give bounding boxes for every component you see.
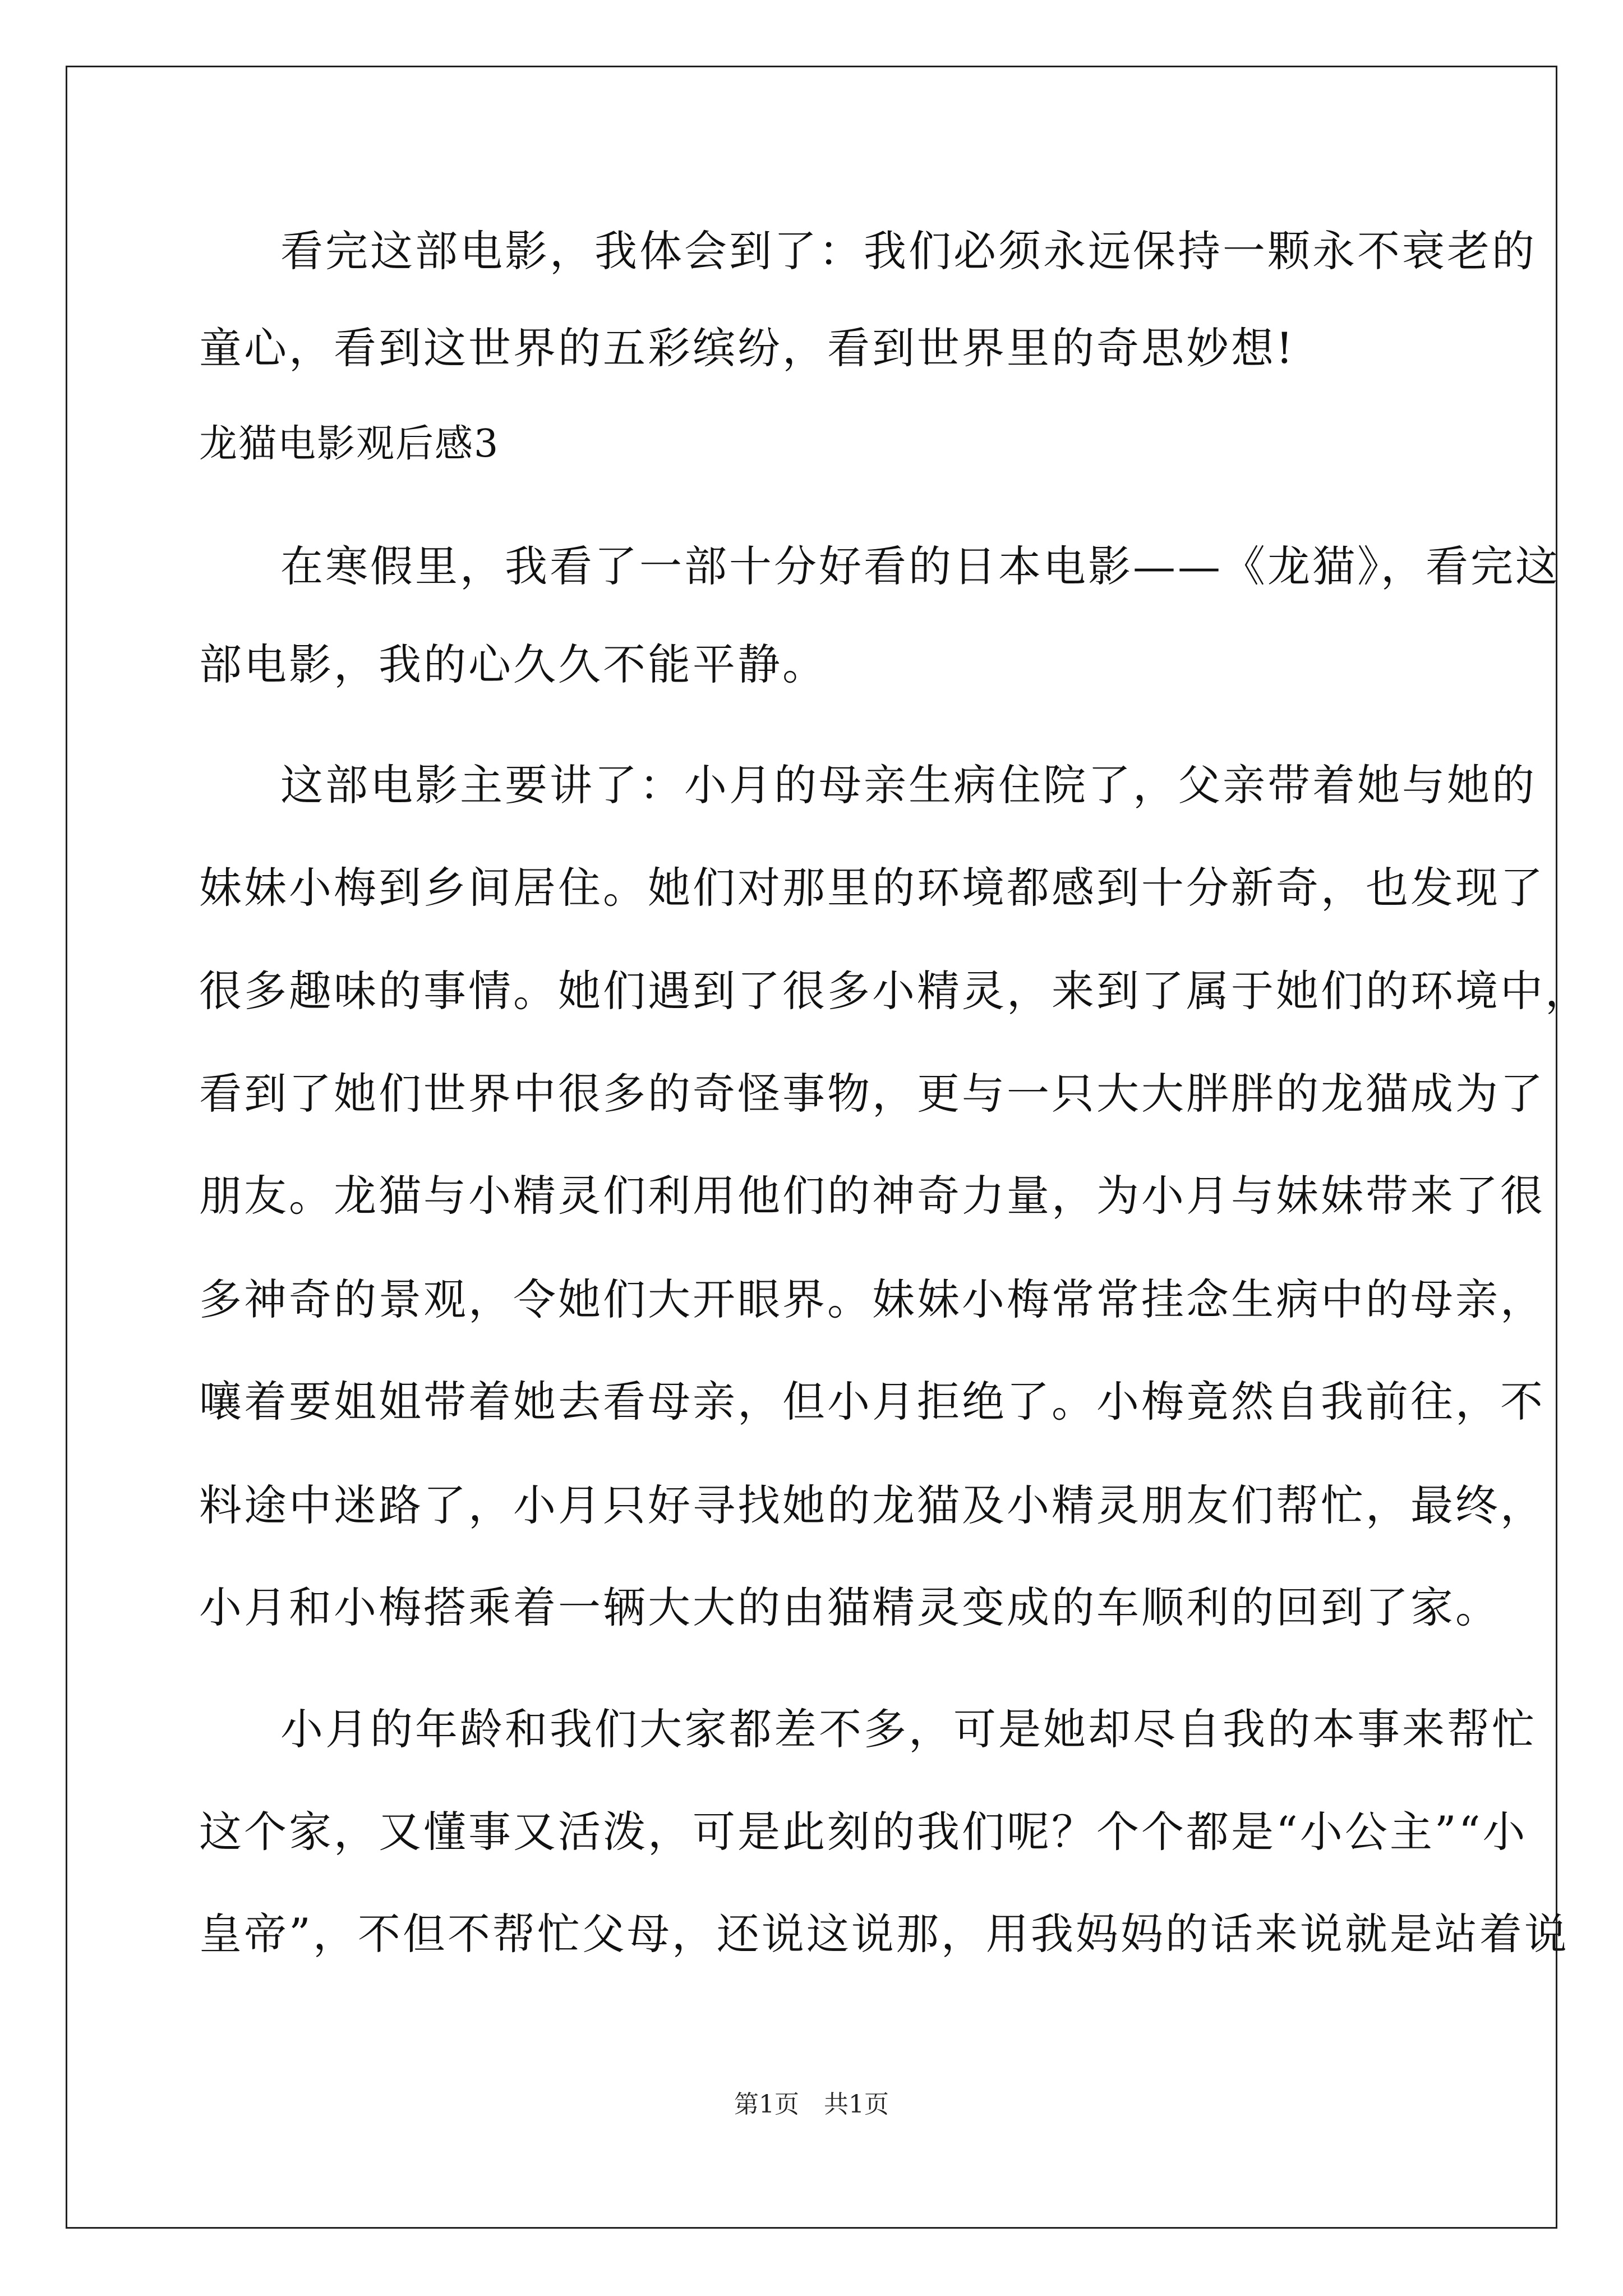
paragraph-line: 在寒假里，我看了一部十分好看的日本电影——《龙猫》，看完这	[280, 541, 1560, 591]
paragraph-line: 部电影，我的心久久不能平静。	[199, 639, 827, 689]
paragraph-line: 这部电影主要讲了：小月的母亲生病住院了，父亲带着她与她的	[280, 760, 1537, 810]
paragraph-line: 这个家，又懂事又活泼，可是此刻的我们呢？个个都是“小公主”“小	[199, 1807, 1528, 1857]
paragraph-line: 看完这部电影，我体会到了：我们必须永远保持一颗永不衰老的	[280, 226, 1537, 276]
paragraph-line: 朋友。龙猫与小精灵们利用他们的神奇力量，为小月与妹妹带来了很	[199, 1171, 1545, 1221]
page-footer: 第1页 共1页	[734, 2090, 889, 2119]
paragraph-line: 看到了她们世界中很多的奇怪事物，更与一只大大胖胖的龙猫成为了	[199, 1069, 1545, 1119]
paragraph-line: 嚷着要姐姐带着她去看母亲，但小月拒绝了。小梅竟然自我前往，不	[199, 1377, 1545, 1427]
paragraph-line: 多神奇的景观，令她们大开眼界。妹妹小梅常常挂念生病中的母亲，	[199, 1274, 1545, 1324]
paragraph-line: 很多趣味的事情。她们遇到了很多小精灵，来到了属于她们的环境中，	[199, 966, 1590, 1016]
paragraph-line: 料途中迷路了，小月只好寻找她的龙猫及小精灵朋友们帮忙，最终，	[199, 1480, 1545, 1530]
paragraph-line: 妹妹小梅到乡间居住。她们对那里的环境都感到十分新奇，也发现了	[199, 863, 1545, 913]
paragraph-line: 童心，看到这世界的五彩缤纷，看到世界里的奇思妙想!	[199, 323, 1295, 373]
paragraph-line: 小月和小梅搭乘着一辆大大的由猫精灵变成的车顺利的回到了家。	[199, 1582, 1500, 1632]
section-heading: 龙猫电影观后感3	[199, 422, 500, 466]
paragraph-line: 小月的年龄和我们大家都差不多，可是她却尽自我的本事来帮忙	[280, 1704, 1537, 1754]
paragraph-line: 皇帝”，不但不帮忙父母，还说这说那，用我妈妈的话来说就是站着说	[199, 1909, 1569, 1959]
page-border	[66, 66, 1590, 2229]
